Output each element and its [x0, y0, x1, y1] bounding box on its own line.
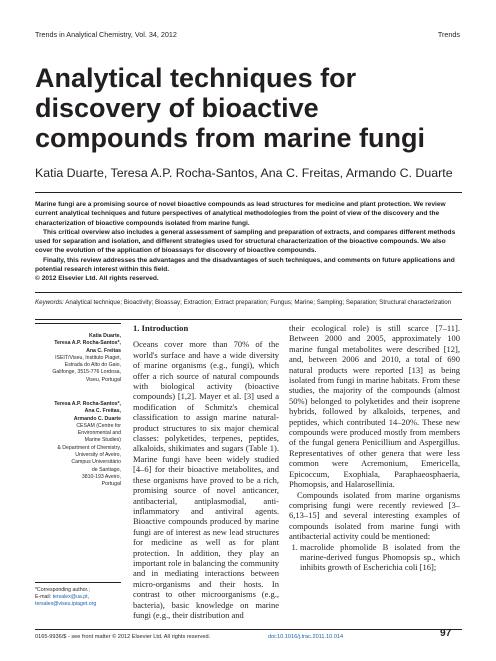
affiliation-address-line: Portugal: [101, 481, 121, 488]
affiliation-address-line: ISEIT/Viseu, Instituto Piaget,: [55, 354, 121, 361]
correspondence: *Corresponding author.; E-mail: tersalex@ua.pt, tersalex@viseu.ipiaget.org: [35, 587, 121, 608]
running-header-section: Trends: [437, 30, 460, 39]
footer-rule: [35, 629, 462, 630]
compound-list: [289, 542, 460, 573]
article-authors: Katia Duarte, Teresa A.P. Rocha-Santos, Ana C. Freitas, Armando C. Duarte: [35, 166, 453, 180]
keywords-label: Keywords:: [35, 299, 64, 306]
affiliation-address-line: & Department of Chemistry,: [57, 444, 121, 451]
affiliation-address-line: Galifonge, 3515-776 Lordosa,: [52, 369, 121, 376]
keywords-text: Analytical technique; Bioactivity; Bioassay; Extraction; Extract preparation; Fungus; Marine; Sampling; Separation; Structural characterization: [65, 299, 452, 306]
affiliation-address-line: CESAM (Centre for: [76, 422, 121, 429]
affiliation-author: Ana C. Freitas,: [84, 408, 121, 415]
page-number: 97: [440, 628, 452, 639]
affiliation-author: Armando C. Duarte: [73, 415, 121, 422]
affiliation-author: Ana C. Freitas: [86, 347, 121, 354]
body-paragraph: Compounds isolated from marine organisms comprising fungi were recently reviewed [3–6,13–15] and several interesting examples of compounds isolated from marine fungi with antibacterial activity could be mentioned:: [289, 489, 460, 542]
affiliation-address-line: Campus Universitário: [71, 459, 121, 466]
footer-issn: 0165-9936/$ - see front matter © 2012 Elsevier Ltd. All rights reserved.: [35, 634, 211, 640]
abstract-paragraph: Marine fungi are a promising source of novel bioactive compounds as lead structures for medicine and plant protection. We review current analytical techniques and future perspectives of analytical methodologies from the point of view of the discovery and the characterization of bioactive compounds isolated from marine fungi.: [35, 201, 446, 227]
footer-doi[interactable]: doi:10.1016/j.trac.2011.10.014: [268, 634, 344, 640]
affiliation-address-line: Marine Studies): [84, 437, 121, 444]
affiliation-address-line: Environmental and: [77, 430, 121, 437]
body-column-1: [133, 323, 279, 620]
section-heading: 1. Introduction: [133, 323, 189, 333]
email-link[interactable]: tersalex@viseu.ipiaget.org: [35, 601, 97, 607]
article-title: Analytical techniques for discovery of bioactive compounds from marine fungi: [35, 63, 426, 153]
affiliation-address-line: University of Aveiro,: [75, 452, 121, 459]
running-header-journal: Trends in Analytical Chemistry, Vol. 34, 2012: [35, 30, 177, 39]
affiliation-address-line: Viseu, Portugal: [85, 376, 121, 383]
email-label: E-mail:: [35, 594, 52, 600]
body-column-2: [289, 323, 460, 573]
body-paragraph: Oceans cover more than 70% of the world's surface and have a wide diversity of marine organisms (e.g., fungi), which offer a rich source of natural compounds with biological activity (bioactive compounds) [1,2]. Mayer et al. [3] used a modification of Schmitz's chemical classification to assign marine natural-product structures to six major chemical classes: polyketides, terpenes, peptides, alkaloids, shikimates and sugars (Table 1). Marine fungi have been widely studied [4–6] for their bioactive metabolites, and these organisms have proved to be a rich, promising source of novel anticancer, antibacterial, antiplasmodial, anti-inflammatory and antiviral agents. Bioactive compounds produced by marine fungi are of interest as new lead structures for medicine as well as for plant protection. In addition, they play an important role in balancing the community and in mediating interactions between micro-organisms and their hosts. In contrast to other microorganisms (e.g., bacteria), basic knowledge on marine fungi (e.g., their distribution and: [133, 339, 279, 620]
keywords-bottom-rule: [35, 319, 462, 320]
abstract-copyright: © 2012 Elsevier Ltd. All rights reserved.: [35, 275, 159, 283]
abstract-paragraph: Finally, this review addresses the advantages and the disadvantages of such techniques, and comments on future applications and potential research interest within this field.: [35, 256, 455, 274]
body-paragraph: their ecological role) is still scarce [7–11]. Between 2000 and 2005, approximately 100 marine fungal metabolites were described [12], and, between 2006 and 2010, a total of 690 natural products were reported [13] as being isolated from fungi in marine habitats. From these studies, the majority of the compounds (almost 50%) belonged to polyketides and their isoprene hybrids, followed by alkaloids, terpenes, and peptides, which contributed 14–20%. These new compounds were produced mostly from members of the fungal genera Penicillium and Aspergillus. Representatives of other genera that were less common were Acremonium, Emericella, Epicoccum, Exophiala, Paraphaeosphaeria, Phomopsis, and Halarosellinia.: [289, 323, 460, 490]
abstract-paragraph: This critical overview also includes a general assessment of sampling and preparation of extracts, and compares different methods used for separation and isolation, and different strategies used for structural characterization of the bioactive compounds. We also cover the evolution of the application of bioassays for discovery of bioactive compounds.: [35, 228, 456, 255]
affiliation-address-line: Estrada do Alto do Gaio,: [64, 362, 121, 369]
affiliation-address-line: de Santiago,: [91, 466, 121, 473]
affiliation-2: [35, 401, 121, 489]
affiliation-author: Teresa A.P. Rocha-Santos*,: [54, 340, 121, 347]
abstract-top-rule: [35, 192, 462, 193]
email-link[interactable]: tersalex@ua.pt: [52, 594, 88, 600]
affiliation-author: Katia Duarte,: [89, 333, 121, 339]
list-item: 1. macrolide phomolide B isolated from the marine-derived fungus Phomopsis sp., which inhibits growth of Escherichia coli [16];: [300, 542, 460, 573]
abstract: [35, 200, 462, 284]
correspondence-label: *Corresponding author.;: [35, 587, 90, 593]
affiliation-author: Teresa A.P. Rocha-Santos*,: [54, 401, 121, 407]
affiliation-1: [35, 333, 121, 384]
keywords-top-rule: [35, 292, 462, 293]
correspondence-rule: [35, 582, 121, 583]
keywords: [35, 298, 462, 307]
affiliation-address-line: 3810-193 Aveiro,: [81, 473, 121, 480]
affiliation-rule: [35, 323, 121, 324]
